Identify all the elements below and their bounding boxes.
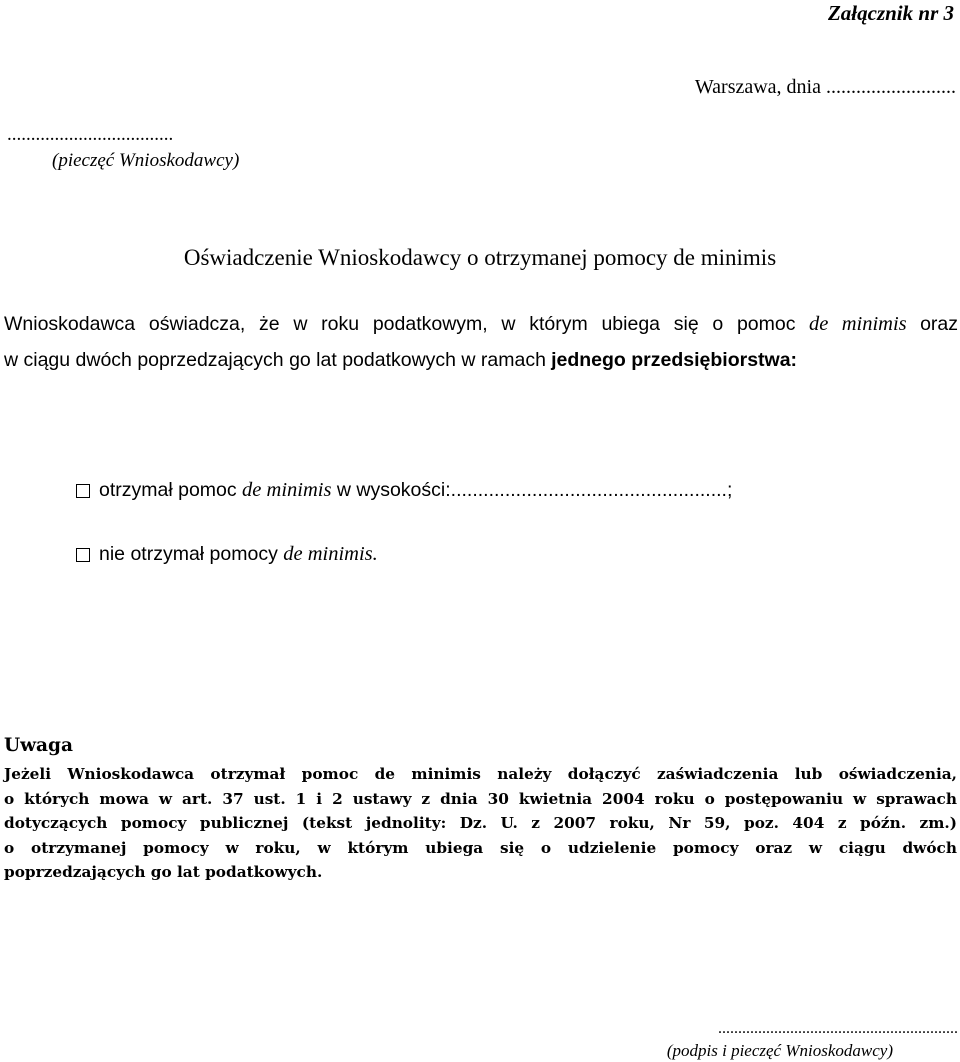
de-minimis-term: de minimis	[808, 313, 907, 335]
note-heading: Uwaga	[4, 735, 73, 756]
place-date-line: Warszawa, dnia ..........................	[694, 76, 956, 98]
statement-text: oraz	[920, 313, 959, 335]
de-minimis-term: de minimis	[242, 479, 332, 501]
received-aid-checkbox[interactable]	[76, 484, 90, 498]
annex-label: Załącznik nr 3	[827, 1, 954, 25]
option-label: w wysokości:	[336, 479, 451, 501]
note-line: o otrzymanej pomocy w roku, w którym ubiega się o udzielenie pomocy oraz w ciągu dwóch	[4, 838, 957, 857]
note-line: poprzedzających go lat podatkowych.	[4, 863, 323, 881]
note-line: Jeżeli Wnioskodawca otrzymał pomoc de minimis należy dołączyć zaświadczenia lub oświadczenia,	[4, 765, 957, 783]
option-not-received-aid[interactable]	[76, 543, 378, 566]
note-line: dotyczących pomocy publicznej (tekst jednolity: Dz. U. z 2007 roku, Nr 59, poz. 404 z późn. zm.)	[4, 814, 957, 832]
option-label: otrzymał pomoc	[99, 479, 237, 501]
option-received-aid[interactable]	[76, 479, 732, 502]
signature-caption: (podpis i pieczęć Wnioskodawcy)	[666, 1041, 893, 1060]
statement-text: Wnioskodawca oświadcza, że w roku podatkowym, w którym ubiega się o pomoc	[4, 313, 796, 335]
stamp-dotted-line: ...................................	[7, 124, 174, 145]
statement-paragraph	[4, 306, 958, 378]
de-minimis-term: de minimis.	[283, 543, 378, 565]
statement-line-2	[4, 342, 958, 378]
document-title: Oświadczenie Wnioskodawcy o otrzymanej pomocy de minimis	[183, 245, 777, 270]
note-line: o których mowa w art. 37 ust. 1 i 2 ustawy z dnia 30 kwietnia 2004 roku o postępowaniu w sprawach	[4, 789, 957, 808]
amount-dotted-line: ...................................................;	[450, 479, 733, 501]
statement-line-1	[4, 306, 958, 342]
not-received-aid-checkbox[interactable]	[76, 548, 90, 562]
stamp-caption: (pieczęć Wnioskodawcy)	[52, 150, 240, 171]
option-label: nie otrzymał pomocy	[99, 543, 278, 565]
note-body	[4, 762, 957, 885]
signature-dotted-line: ............................................................	[718, 1020, 958, 1037]
single-enterprise-term: jednego przedsiębiorstwa:	[551, 349, 798, 371]
statement-text: w ciągu dwóch poprzedzających go lat podatkowych w ramach	[4, 349, 546, 371]
